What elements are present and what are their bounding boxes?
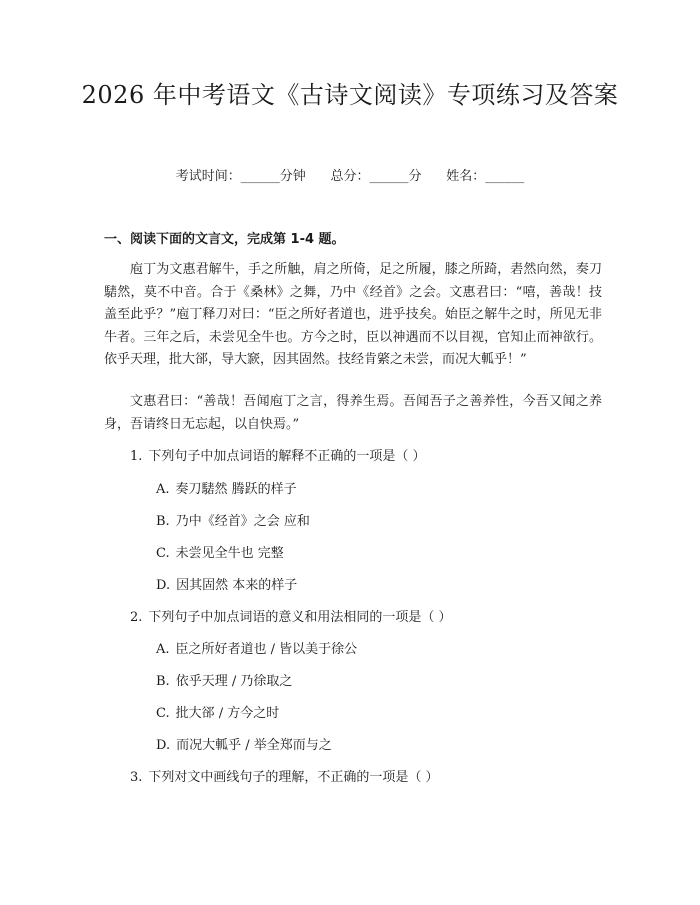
question-text: 下列对文中画线句子的理解，不正确的一项是（ ）: [148, 770, 439, 785]
question-2-option-c: [156, 705, 279, 723]
option-text: 乃中《经首》之会 应和: [175, 514, 310, 529]
page-title: 2026 年中考语文《古诗文阅读》专项练习及答案: [81, 81, 619, 109]
option-text: 未尝见全牛也 完整: [175, 546, 284, 561]
option-text: 批大郤 / 方今之时: [175, 706, 280, 721]
question-1-option-b: [156, 513, 310, 531]
question-number: 3.: [130, 770, 143, 785]
option-text: 臣之所好者道也 / 皆以美于徐公: [175, 642, 358, 657]
section-heading: 一、阅读下面的文言文，完成第 1-4 题。: [104, 232, 345, 247]
option-label: D.: [156, 738, 171, 753]
option-label: C.: [156, 546, 170, 561]
option-text: 奏刀騞然 腾跃的样子: [175, 482, 297, 497]
question-text: 下列句子中加点词语的解释不正确的一项是（ ）: [148, 449, 426, 464]
option-text: 而况大軱乎 / 举全郑而与之: [176, 738, 332, 753]
question-1-option-c: [156, 545, 284, 563]
exam-info-line: 考试时间：______分钟 总分：______分 姓名：______: [175, 169, 525, 184]
question-1-option-a: [156, 481, 297, 499]
option-label: C.: [156, 706, 170, 721]
question-number: 2.: [130, 610, 143, 625]
option-text: 依乎天理 / 乃徐取之: [175, 674, 293, 689]
question-2-option-b: [156, 673, 292, 691]
option-label: B.: [156, 514, 170, 529]
question-2-option-d: [156, 737, 332, 755]
question-3: [130, 769, 439, 787]
option-label: A.: [156, 482, 170, 497]
question-number: 1.: [130, 449, 143, 464]
option-label: A.: [156, 642, 170, 657]
option-label: B.: [156, 674, 170, 689]
question-text: 下列句子中加点词语的意义和用法相同的一项是（ ）: [148, 610, 452, 625]
question-1: [130, 448, 426, 466]
question-2: [130, 609, 452, 627]
passage-paragraph-2: 文惠君曰：“善哉！吾闻庖丁之言，得养生焉。吾闻吾子之善养性，今吾又闻之养身，吾请终日无忘起，以自快焉。”: [104, 394, 602, 432]
question-1-option-d: [156, 577, 297, 595]
option-label: D.: [156, 578, 171, 593]
passage-paragraph-1: 庖丁为文惠君解牛，手之所触，肩之所倚，足之所履，膝之所踦，砉然向然，奏刀騞然，莫不中音。合于《桑林》之舞，乃中《经首》之会。文惠君曰：“嘻，善哉！技盖至此乎？”庖丁释刀对曰：“臣之所好者道也，进乎技矣。始臣之解牛之时，所见无非牛者。三年之后，未尝见全牛也。方今之时，臣以神遇而不以目视，官知止而神欲行。依乎天理，批大郤，导大窾，因其固然。技经肯綮之未尝，而况大軱乎！”: [104, 262, 602, 367]
question-2-option-a: [156, 641, 357, 659]
option-text: 因其固然 本来的样子: [176, 578, 298, 593]
